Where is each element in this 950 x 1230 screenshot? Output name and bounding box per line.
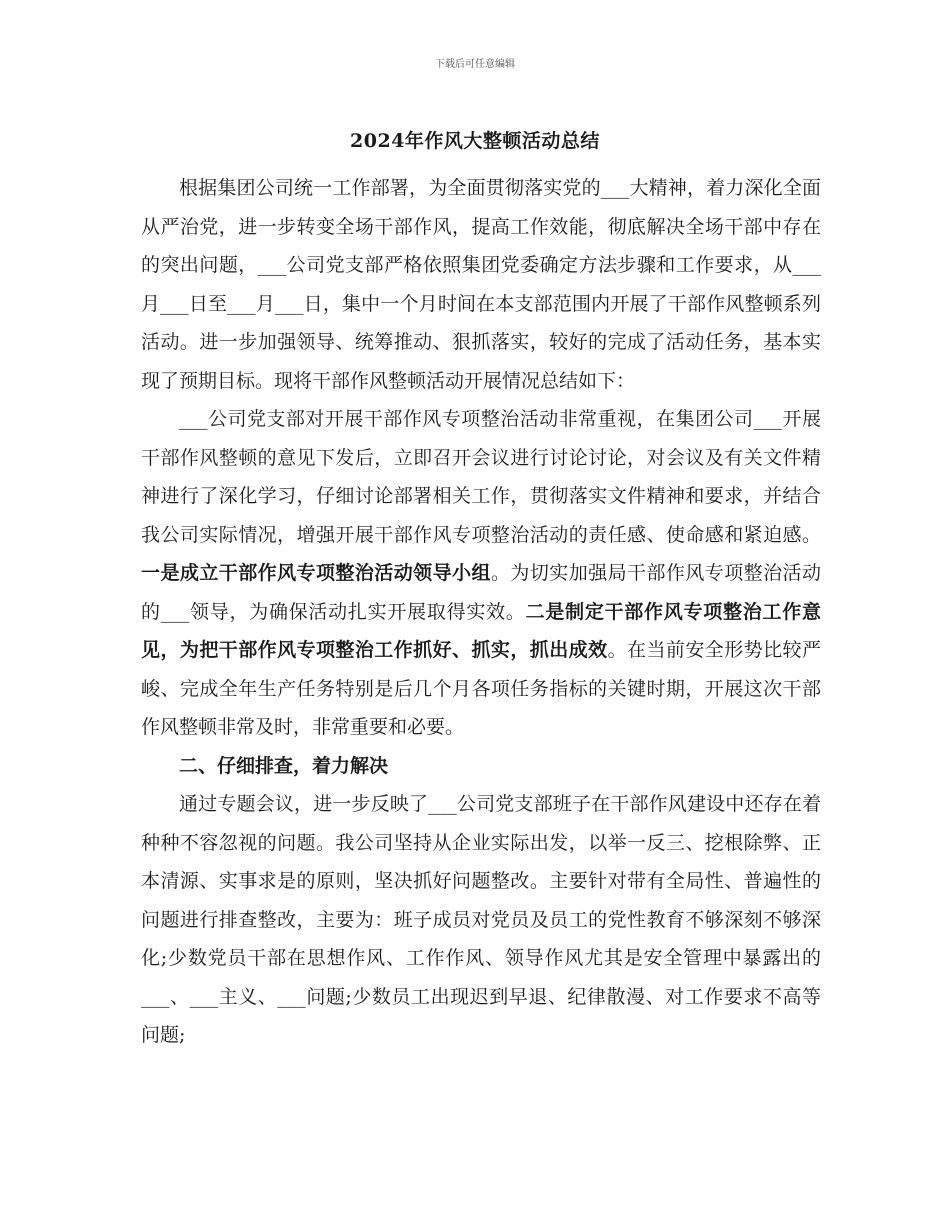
paragraph-intro: 根据集团公司统一工作部署，为全面贯彻落实党的___大精神，着力深化全面从严治党，进一步转变全场干部作风，提高工作效能，彻底解决全场干部中存在的突出问题，___公司党支部严格依照集团党委确定方法步骤和工作要求，从___月___日至___月___日，集中一个月时间在本支部范围内开展了干部作风整顿系列活动。进一步加强领导、统筹推动、狠抓落实，较好的完成了活动任务，基本实现了预期目标。现将干部作风整顿活动开展情况总结如下： [141,177,821,392]
paragraph-leadership [141,400,821,747]
section-heading: 二、仔细排查，着力解决 [179,754,389,777]
bold-point-2: 二是制定干部作风专项整治工作意见，为把干部作风专项整治工作抓好、抓实，抓出成效 [141,600,821,661]
paragraph-investigation: 通过专题会议，进一步反映了___公司党支部班子在干部作风建设中还存在着种种不容忽视的问题。我公司坚持从企业实际出发，以举一反三、挖根除弊、正本清源、实事求是的原则，坚决抓好问题整改。主要针对带有全局性、普遍性的问题进行排查整改，主要为：班子成员对党员及员工的党性教育不够深刻不够深化;少数党员干部在思想作风、工作作风、领导作风尤其是安全管理中暴露出的___、___主义、___问题;少数员工出现迟到早退、纪律散漫、对工作要求不高等问题; [141,793,821,1046]
paragraph-text: 。为切实加强局干部作风专项整治活动的___领导，为确保活动扎实开展取得实效。 [141,562,821,623]
paragraph-text: 。在当前安全形势比较严峻、完成全年生产任务特别是后几个月各项任务指标的关键时期，开展这次干部作风整顿非常及时，非常重要和必要。 [141,639,821,738]
header-note: 下载后可任意编辑 [435,59,515,70]
document-title: 2024年作风大整顿活动总结 [350,130,600,152]
bold-point-1: 一是成立干部作风专项整治活动领导小组 [141,562,491,584]
document-body [141,169,821,1055]
paragraph-text: ___公司党支部对开展干部作风专项整治活动非常重视，在集团公司___开展干部作风整顿的意见下发后，立即召开会议进行讨论讨论，对会议及有关文件精神进行了深化学习，仔细讨论部署相关工作，贯彻落实文件精神和要求，并结合我公司实际情况，增强开展干部作风专项整治活动的责任感、使命感和紧迫感。 [141,408,821,546]
